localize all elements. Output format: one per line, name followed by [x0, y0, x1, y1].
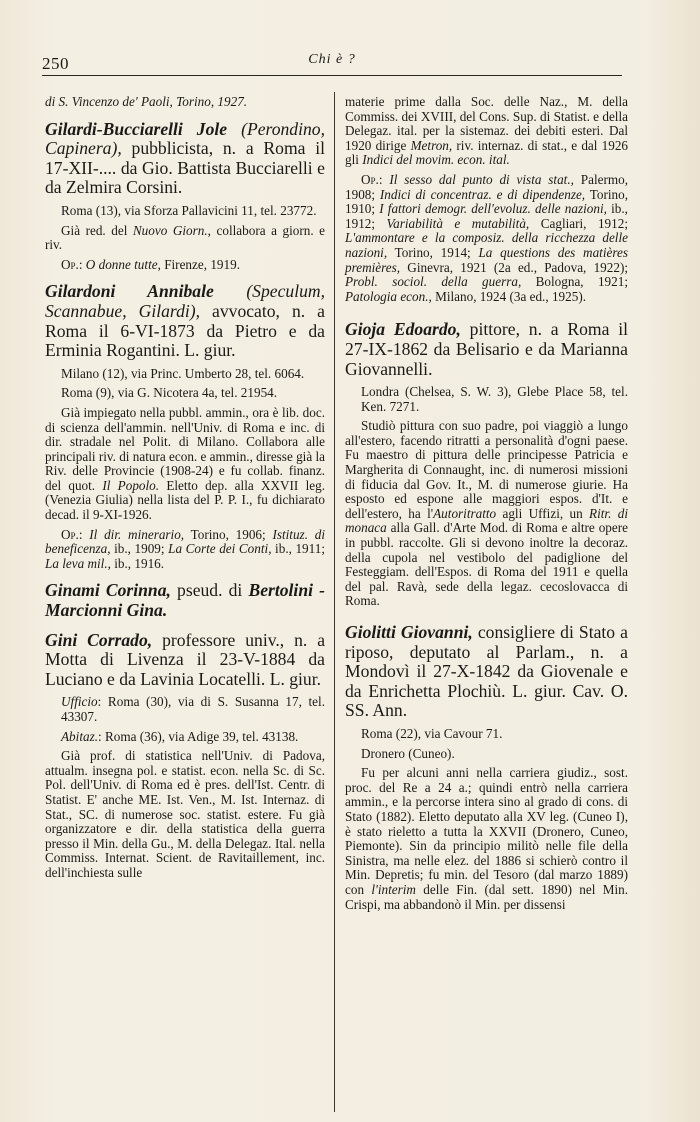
- entry-heading: [45, 120, 325, 198]
- entry-body: Già prof. di statistica nell'Univ. di Padova, attualm. insegna pol. e statist. econ. nella Sc. di Sc. Pol. dell'Univ. di Roma ed è pres. dell'Ist. Centr. di Statist. E' anche ME. Ist. Ven., M. Ist. Internaz. di Stat., SC. di numerose soc. statist. estere. Fu già organizzatore e dir. della statistica della guerra presso il Min. della Gu., M. della Delegaz. Ital. nella Commiss. Internat. Scient. de Ravitaillement, inc. dell'inchiesta sulle: [45, 748, 325, 880]
- entry-name: Ginami Corinna,: [45, 580, 171, 601]
- right-column: [345, 95, 628, 917]
- entry-address: Londra (Chelsea, S. W. 3), Glebe Place 58, tel. Ken. 7271.: [361, 384, 628, 414]
- entry-heading: [345, 623, 628, 721]
- entry-gioja: [345, 320, 628, 609]
- entry-heading: [45, 282, 325, 360]
- entry-works: Op.: Il dir. minerario, Torino, 1906; Istituz. di beneficenza, ib., 1909; La Corte dei Conti, ib., 1911; La leva mil., ib., 1916.: [45, 526, 326, 571]
- entry-body: Già impiegato nella pubbl. ammin., ora è lib. doc. di scienza dell'ammin. nell'Univ. di Roma e inc. di dir. stradale nel Polit. di Milano. Collabora alle principali riv. di natura econ. e ammin., diresse già la Riv. delle Provincie (1908-24) e fu collab. finanz. del quot. Il Popolo. Eletto dep. alla XXVII leg. (Venezia Giulia) nella lista del P. P. I., fu dichiarato decad. il 9-XI-1926.: [45, 404, 326, 523]
- entry-address: Roma (9), via G. Nicotera 4a, tel. 21954.: [61, 385, 278, 401]
- page-header: [42, 50, 622, 72]
- entry-address: Ufficio: Roma (30), via di S. Susanna 17, tel. 43307.: [61, 694, 325, 724]
- entry-address: Milano (12), via Princ. Umberto 28, tel. 6064.: [61, 365, 305, 381]
- entry-address: Roma (13), via Sforza Pallavicini 11, tel. 23772.: [61, 202, 317, 218]
- entry-body: Già red. del Nuovo Giorn., collabora a giorn. e riv.: [45, 222, 326, 253]
- entry-address: Dronero (Cuneo).: [361, 745, 455, 761]
- entry-heading: [45, 631, 325, 690]
- entry-description: pubblicista, n. a Roma il 17-XII-.... da Gio. Battista Bucciarelli e da Zelmira Corsini.: [45, 138, 325, 198]
- entry-name: Giolitti Giovanni,: [345, 622, 473, 642]
- header-rule: [42, 75, 622, 76]
- column-divider: [334, 92, 335, 1112]
- entry-description: professore univ., n. a Motta di Livenza il 23-V-1884 da Luciano e da Lavinia Locatelli. L. giur.: [45, 629, 325, 689]
- entry-name: Gilardi-Bucciarelli Jole: [45, 118, 228, 139]
- running-title: Chi è ?: [308, 52, 356, 67]
- entry-heading: [45, 581, 325, 620]
- entry-alias: (Speculum, Scannabue, Gilardi),: [45, 281, 325, 321]
- page-number: 250: [42, 54, 69, 73]
- entry-works: Op.: Il sesso dal punto di vista stat., Palermo, 1908; Indici di concentraz. e di dipendenze, Torino, 1910; I fattori demogr. dell'evoluz. delle nazioni, ib., 1912; Variabilità e mutabilità, Cagliari, 1912; L'ammontare e la composiz. della ricchezza delle nazioni, Torino, 1914; La questions des matières premières, Ginevra, 1921 (2a ed., Padova, 1922); Probl. sociol. della guerra, Bologna, 1921; Patologia econ., Milano, 1924 (3a ed., 1925).: [345, 171, 629, 304]
- entry-alias: (Perondino, Capinera),: [45, 118, 325, 159]
- entry-name: Gilardoni Annibale: [45, 281, 214, 302]
- entry-description: pseud. di: [170, 580, 249, 601]
- continued-text: di S. Vincenzo de' Paoli, Torino, 1927.: [45, 94, 248, 109]
- entry-name: Gioja Edoardo,: [345, 319, 461, 340]
- entry-address: Roma (22), via Cavour 71.: [361, 725, 503, 741]
- entry-description: pittore, n. a Roma il 27-IX-1862 da Belisario e da Marianna Giovannelli.: [345, 319, 628, 379]
- continued-text: materie prime dalla Soc. delle Naz., M. della Commiss. dei XVIII, del Cons. Sup. di Statist. e della Delegaz. ital. per la sistemaz. dei debiti esteri. Dal 1920 dirige Metron, riv. internaz. di stat., e dal 1926 gli Indici del movim. econ. ital.: [345, 94, 629, 168]
- entry-works: Op.: O donne tutte, Firenze, 1919.: [61, 256, 240, 272]
- entry-gilardi-bucciarelli: [45, 120, 325, 273]
- entry-name: Gini Corrado,: [45, 629, 153, 650]
- entry-address: Abitaz.: Roma (36), via Adige 39, tel. 43138.: [61, 728, 299, 744]
- entry-description: consigliere di Stato a riposo, deputato al Parlam., n. a Mondovì il 27-X-1842 da Giovenale e da Enrichetta Plochiù. L. giur. Cav. O. SS. Ann.: [345, 622, 628, 721]
- entry-body: Fu per alcuni anni nella carriera giudiz., sost. proc. del Re a 24 a.; quindi entrò nella carriera ammin., e la percorse intera sino al grado di cons. di Stato (1882). Eletto deputato alla XV leg. (Cuneo I), è stato rieletto a tutta la XXVII (Dronero, Cuneo, Piemonte). Sin da principio militò nelle file della Sinistra, ma nelle elez. del 1886 si schierò contro il Min. Depretis; fu min. del Tesoro (dal marzo 1889) con l'interim delle Fin. (dal sett. 1890) nel Min. Crispi, ma abbandonò il Min. per dissensi: [345, 765, 628, 912]
- entry-description: avvocato, n. a Roma il 6-VI-1873 da Pietro e da Erminia Rogantini. L. giur.: [45, 300, 325, 361]
- entry-pseudonym-ref: Bertolini - Marcionni Gina.: [45, 580, 325, 621]
- entry-gilardoni: [45, 282, 325, 571]
- entry-body: Studiò pittura con suo padre, poi viaggiò a lungo all'estero, facendo ritratti a personalità d'ogni paese. Fu maestro di pittura delle principesse Patricia e Margherita di Connaught, inc. di numerosi missioni di fiducia dal Gov. It., M. di numerose giurie. Ha esposto ed espone alle maggiori espos. d'It. e dell'estero, ha l'Autoritratto agli Uffizi, un Ritr. di monaca alla Gall. d'Arte Mod. di Roma e altre opere in pubbl. raccolte. Gli si devono inoltre la decoraz. della cupola nel vestibolo del padiglione del Festeggiam. dell'Espos. di Roma del 1911 e quella del pal. Ravà, sede della legaz. cecoslovacca di Roma.: [345, 418, 628, 609]
- entry-giolitti: [345, 623, 628, 912]
- left-column: [45, 95, 325, 886]
- entry-gini: [45, 631, 325, 881]
- entry-heading: [345, 320, 628, 379]
- entry-ginami: [45, 581, 325, 620]
